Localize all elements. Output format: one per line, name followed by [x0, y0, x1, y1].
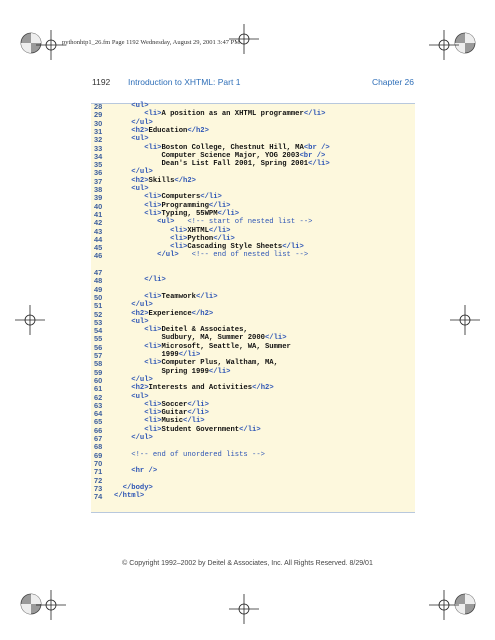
markup-tag: </ul> [131, 434, 153, 442]
code-content: Python [187, 234, 214, 243]
markup-tag: </li> [187, 400, 209, 409]
markup-tag: </li> [183, 417, 205, 426]
markup-tag: </li> [208, 226, 231, 235]
line-number: 56 [94, 342, 103, 352]
line-number: 62 [94, 392, 103, 402]
line-number: 30 [94, 118, 103, 128]
markup-tag: </li> [144, 276, 166, 285]
line-number: 49 [94, 284, 103, 294]
markup-tag: <h2> [131, 176, 149, 185]
code-content: Programming [161, 201, 209, 210]
crosshair-mark-icon [429, 590, 459, 620]
markup-tag: <li> [170, 234, 188, 243]
markup-tag: </li> [239, 425, 261, 434]
markup-tag: <h2> [131, 126, 149, 135]
line-number: 72 [94, 475, 103, 485]
markup-tag: </li> [200, 193, 222, 202]
code-content: Sudbury, MA, Summer 2000 [161, 334, 265, 343]
markup-tag: <li> [144, 292, 162, 301]
line-number: 53 [94, 317, 103, 327]
markup-tag: </li> [208, 367, 231, 376]
code-content: 1999 [161, 351, 179, 359]
code-content: Computers [161, 193, 201, 202]
markup-tag: <ul> [157, 218, 175, 227]
markup-tag: <li> [144, 110, 162, 119]
line-number: 41 [94, 209, 103, 219]
markup-tag: </h2> [191, 309, 214, 318]
line-number: 40 [94, 201, 103, 211]
code-content: Skills [148, 176, 175, 185]
markup-tag: <li> [144, 425, 162, 434]
markup-tag: <li> [144, 409, 162, 418]
line-number: 73 [94, 483, 103, 493]
line-number: 66 [94, 425, 103, 435]
code-text [114, 492, 144, 501]
markup-tag: <li> [170, 243, 188, 252]
markup-tag: </li> [187, 409, 209, 418]
code-content: Spring 1999 [161, 367, 209, 376]
markup-tag: </li> [282, 243, 304, 252]
code-content: Interests and Activities [148, 384, 253, 393]
markup-tag: </h2> [252, 384, 274, 393]
line-number: 70 [94, 458, 103, 468]
code-content: Experience [148, 309, 192, 318]
code-content [179, 251, 192, 259]
code-content: Computer Science Major, YOG 2003 [161, 151, 300, 160]
crosshair-mark-icon [36, 590, 66, 620]
markup-tag: </li> [213, 234, 235, 243]
line-number: 64 [94, 409, 103, 419]
code-comment: <!-- end of nested list --> [191, 251, 309, 260]
markup-tag: </li> [217, 209, 240, 218]
markup-tag: </li> [208, 201, 231, 210]
line-number: 48 [94, 276, 103, 286]
markup-tag: <br /> [303, 143, 330, 152]
markup-tag: <li> [144, 209, 162, 218]
line-number: 71 [94, 467, 103, 477]
line-number: 63 [94, 400, 103, 410]
code-content: XHTML [187, 226, 209, 235]
markup-tag: <li> [144, 417, 162, 426]
line-number: 32 [94, 135, 103, 145]
markup-tag: </ul> [131, 301, 153, 310]
markup-tag: <h2> [131, 384, 149, 393]
line-number: 38 [94, 185, 103, 194]
line-number: 45 [94, 243, 103, 253]
line-number: 28 [94, 102, 103, 111]
page-number: 1192 [92, 77, 111, 87]
line-number: 29 [94, 110, 103, 120]
line-number: 55 [94, 334, 103, 344]
running-head [92, 77, 414, 89]
code-content: Typing, 55WPM [161, 209, 218, 218]
code-content: Teamwork [161, 292, 196, 301]
print-slug: pythonhtp1_26.fm Page 1192 Wednesday, August 29, 2001 3:47 PM [62, 39, 240, 46]
markup-tag: </ul> [131, 375, 153, 384]
line-number: 58 [94, 359, 103, 369]
markup-tag: <li> [144, 359, 162, 368]
code-content: Soccer [161, 400, 188, 409]
markup-tag: </h2> [174, 176, 196, 185]
line-number: 33 [94, 143, 103, 153]
code-comment: <!-- end of unordered lists --> [131, 450, 265, 459]
line-number: 68 [94, 442, 103, 452]
line-number: 61 [94, 384, 103, 394]
line-number: 47 [94, 268, 103, 277]
crosshair-mark-icon [429, 30, 459, 60]
code-content: Music [161, 417, 184, 426]
markup-tag: <li> [144, 143, 162, 152]
crosshair-mark-icon [229, 594, 259, 624]
markup-tag: <hr /> [131, 467, 158, 476]
markup-tag: </body> [122, 483, 153, 492]
crosshair-mark-icon [15, 305, 45, 335]
line-number: 52 [94, 309, 103, 319]
markup-tag: <h2> [131, 309, 149, 318]
code-listing [91, 103, 415, 513]
markup-tag: <li> [170, 226, 188, 235]
line-number: 67 [94, 434, 103, 443]
line-number: 34 [94, 151, 103, 161]
markup-tag: <ul> [131, 185, 149, 193]
markup-tag: </html> [114, 492, 145, 501]
line-number: 59 [94, 367, 103, 377]
code-line [91, 492, 415, 501]
code-content: Deitel & Associates, [161, 326, 248, 335]
markup-tag: <ul> [131, 102, 149, 110]
line-number: 43 [94, 226, 103, 236]
markup-tag: </ul> [131, 118, 153, 127]
line-number: 36 [94, 168, 103, 178]
markup-tag: </h2> [187, 126, 209, 135]
line-number: 46 [94, 251, 103, 261]
line-number: 65 [94, 417, 103, 427]
line-number: 37 [94, 176, 103, 186]
code-content: Student Government [161, 425, 240, 434]
code-content: Education [148, 126, 188, 135]
line-number: 51 [94, 301, 103, 311]
copyright-footer: © Copyright 1992–2002 by Deitel & Associates, Inc. All Rights Reserved. 8/29/01 [122, 560, 373, 567]
line-number: 50 [94, 292, 103, 302]
markup-tag: <ul> [131, 392, 149, 401]
line-number: 57 [94, 351, 103, 360]
markup-tag: </li> [303, 110, 326, 119]
code-content: Cascading Style Sheets [187, 243, 283, 252]
markup-tag: </ul> [157, 251, 179, 260]
code-content: Boston College, Chestnut Hill, MA [161, 143, 304, 152]
line-number: 39 [94, 193, 103, 203]
markup-tag: <li> [144, 400, 162, 409]
markup-tag: </li> [264, 334, 287, 343]
markup-tag: </li> [308, 160, 330, 169]
line-number: 31 [94, 126, 103, 136]
markup-tag: <ul> [131, 135, 149, 144]
code-content: Computer Plus, Waltham, MA, [161, 359, 278, 368]
code-content: Microsoft, Seattle, WA, Summer [161, 342, 291, 351]
line-number: 60 [94, 375, 103, 385]
markup-tag: <ul> [131, 317, 149, 326]
code-comment: <!-- start of nested list --> [187, 218, 313, 227]
line-number: 54 [94, 326, 103, 336]
markup-tag: <li> [144, 201, 162, 210]
markup-tag: <br /> [299, 151, 326, 160]
markup-tag: </ul> [131, 168, 153, 177]
line-number: 42 [94, 218, 103, 228]
markup-tag: <li> [144, 193, 162, 202]
markup-tag: </li> [195, 292, 218, 301]
line-number: 74 [94, 492, 103, 502]
chapter-title: Introduction to XHTML: Part 1 [128, 77, 241, 87]
line-number: 44 [94, 234, 103, 244]
code-content: Dean's List Fall 2001, Spring 2001 [161, 160, 309, 169]
chapter-label: Chapter 26 [371, 77, 414, 87]
code-content [174, 218, 187, 226]
code-content: Guitar [161, 409, 188, 418]
crosshair-mark-icon [450, 305, 480, 335]
markup-tag: <li> [144, 326, 162, 335]
line-number: 35 [94, 160, 103, 170]
code-content: A position as an XHTML programmer [161, 110, 304, 119]
markup-tag: </li> [178, 351, 201, 359]
line-number: 69 [94, 450, 103, 460]
markup-tag: <li> [144, 342, 162, 351]
